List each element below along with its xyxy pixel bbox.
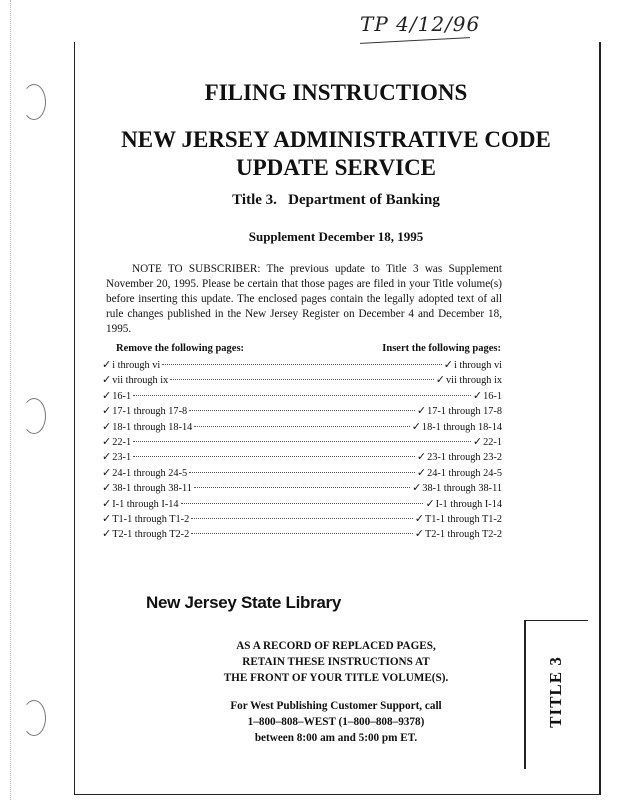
insert-pages-text: 24-1 through 24-5	[427, 467, 502, 479]
check-mark-icon: ✓	[425, 497, 435, 510]
remove-pages	[102, 435, 131, 448]
remove-pages	[102, 358, 160, 371]
document-subtitle	[74, 126, 598, 182]
page-row	[102, 420, 502, 435]
insert-pages	[473, 435, 502, 448]
subtitle-line-2: UPDATE SERVICE	[235, 155, 437, 180]
remove-pages	[102, 527, 189, 540]
dot-leader	[162, 364, 441, 365]
remove-pages-text: 17-1 through 17-8	[112, 406, 188, 418]
remove-pages-text: I-1 through I-14	[112, 498, 179, 510]
check-mark-icon: ✓	[416, 405, 427, 418]
dot-leader	[191, 518, 413, 519]
insert-pages-header: Insert the following pages:	[382, 343, 501, 354]
check-mark-icon: ✓	[102, 528, 112, 541]
check-mark-icon: ✓	[102, 512, 112, 525]
support-line-1: For West Publishing Customer Support, call	[230, 700, 442, 712]
binder-hole	[22, 84, 46, 120]
insert-pages-text: 22-1	[483, 436, 502, 448]
remove-pages-text: vii through ix	[112, 375, 169, 387]
remove-pages	[102, 481, 192, 494]
insert-pages-text: 17-1 through 17-8	[427, 406, 502, 418]
remove-pages-text: 38-1 through 38-11	[112, 483, 192, 495]
scan-edge-line	[10, 0, 12, 800]
support-line-3: between 8:00 am and 5:00 pm ET.	[254, 732, 418, 744]
page-row	[102, 512, 502, 527]
insert-pages-text: I-1 through I-14	[435, 498, 502, 510]
dot-leader	[191, 533, 413, 534]
insert-pages-text: 18-1 through 18-14	[421, 421, 502, 433]
dot-leader	[189, 410, 415, 411]
customer-support	[74, 698, 598, 746]
remove-pages-text: i through vi	[112, 360, 161, 371]
page-row	[102, 450, 502, 465]
page-row	[102, 373, 502, 388]
insert-pages	[417, 404, 502, 417]
remove-pages	[102, 497, 179, 510]
insert-pages	[417, 450, 502, 463]
remove-pages	[102, 389, 131, 402]
check-mark-icon: ✓	[443, 359, 453, 371]
page-row	[102, 358, 502, 373]
check-mark-icon: ✓	[414, 528, 424, 541]
insert-pages	[417, 466, 502, 479]
check-mark-icon: ✓	[102, 482, 112, 495]
record-line-1: AS A RECORD OF REPLACED PAGES,	[236, 640, 436, 652]
check-mark-icon: ✓	[102, 389, 112, 402]
check-mark-icon: ✓	[414, 512, 424, 525]
insert-pages	[415, 527, 502, 540]
remove-pages-text: 16-1	[112, 390, 132, 402]
title-number: Title 3. Department of Banking	[232, 192, 440, 208]
insert-pages-text: 38-1 through 38-11	[422, 483, 502, 495]
remove-pages	[102, 373, 168, 386]
page-row	[102, 389, 502, 404]
insert-pages	[412, 420, 502, 433]
dot-leader	[181, 503, 424, 504]
insert-pages	[412, 481, 502, 494]
check-mark-icon: ✓	[102, 451, 112, 464]
page-row	[102, 435, 502, 450]
page-row	[102, 466, 502, 481]
check-mark-icon: ✓	[472, 389, 483, 402]
dot-leader	[133, 395, 471, 396]
check-mark-icon: ✓	[102, 374, 112, 387]
check-mark-icon: ✓	[102, 466, 112, 479]
supplement-date: Supplement December 18, 1995	[248, 229, 424, 244]
dot-leader	[170, 379, 433, 380]
insert-pages	[425, 497, 502, 510]
check-mark-icon: ✓	[416, 466, 427, 479]
remove-pages	[102, 466, 187, 479]
check-mark-icon: ✓	[102, 435, 112, 448]
record-instructions	[74, 638, 598, 686]
check-mark-icon: ✓	[411, 420, 421, 433]
insert-pages-text: T1-1 through T1-2	[424, 513, 502, 525]
remove-pages	[102, 420, 192, 433]
insert-pages	[444, 358, 502, 371]
insert-pages-text: T2-1 through T2-2	[424, 529, 502, 541]
insert-pages	[436, 373, 502, 386]
subtitle-line-1: NEW JERSEY ADMINISTRATIVE CODE	[121, 127, 551, 152]
page-row	[102, 404, 502, 419]
check-mark-icon: ✓	[102, 405, 112, 418]
remove-pages-text: T1-1 through T1-2	[112, 513, 190, 525]
binder-hole	[22, 700, 46, 736]
insert-pages-text: 23-1 through 23-2	[427, 452, 502, 464]
remove-pages	[102, 404, 187, 417]
support-line-2: 1–800–808–WEST (1–800–808–9378)	[247, 716, 425, 728]
title-tab-label: TITLE 3	[546, 656, 565, 728]
remove-pages	[102, 450, 131, 463]
page-row	[102, 527, 502, 542]
remove-pages-text: 24-1 through 24-5	[112, 467, 188, 479]
check-mark-icon: ✓	[412, 482, 422, 495]
record-line-3: THE FRONT OF YOUR TITLE VOLUME(S).	[223, 672, 449, 684]
page-row	[102, 481, 502, 496]
insert-pages-text: i through vi	[453, 360, 502, 371]
note-to-subscriber: NOTE TO SUBSCRIBER: The previous update to Title 3 was Supplement November 20, 1995. Please be certain that those pages are filed in your Title volume(s) before inserting this update. The enclosed pages contain the legally adopted text of all rule changes published in the New Jersey Register on December 4 and December 18, 1995.	[106, 263, 502, 335]
check-mark-icon: ✓	[472, 435, 483, 448]
dot-leader	[133, 441, 471, 442]
remove-pages-text: 23-1	[112, 452, 132, 464]
insert-pages-text: vii through ix	[445, 375, 502, 387]
remove-pages-header: Remove the following pages:	[116, 343, 245, 354]
insert-pages	[415, 512, 502, 525]
check-mark-icon: ✓	[102, 359, 112, 371]
document-title: FILING INSTRUCTIONS	[204, 80, 468, 105]
insert-pages-text: 16-1	[483, 390, 502, 402]
remove-pages-text: 18-1 through 18-14	[112, 421, 193, 433]
binder-hole	[22, 398, 46, 434]
insert-pages	[473, 389, 502, 402]
dot-leader	[189, 472, 415, 473]
record-line-2: RETAIN THESE INSTRUCTIONS AT	[242, 656, 430, 668]
check-mark-icon: ✓	[416, 451, 427, 464]
check-mark-icon: ✓	[102, 420, 112, 433]
remove-pages-text: T2-1 through T2-2	[112, 529, 190, 541]
dot-leader	[194, 487, 410, 488]
dot-leader	[133, 456, 415, 457]
library-stamp: New Jersey State Library	[146, 593, 342, 612]
dot-leader	[194, 426, 409, 427]
remove-pages-text: 22-1	[112, 436, 132, 448]
remove-pages	[102, 512, 189, 525]
page-row	[102, 497, 502, 512]
check-mark-icon: ✓	[435, 374, 445, 387]
check-mark-icon: ✓	[102, 497, 112, 510]
handwritten-note: TP 4/12/96	[360, 12, 481, 36]
page-replacement-list	[102, 358, 502, 543]
